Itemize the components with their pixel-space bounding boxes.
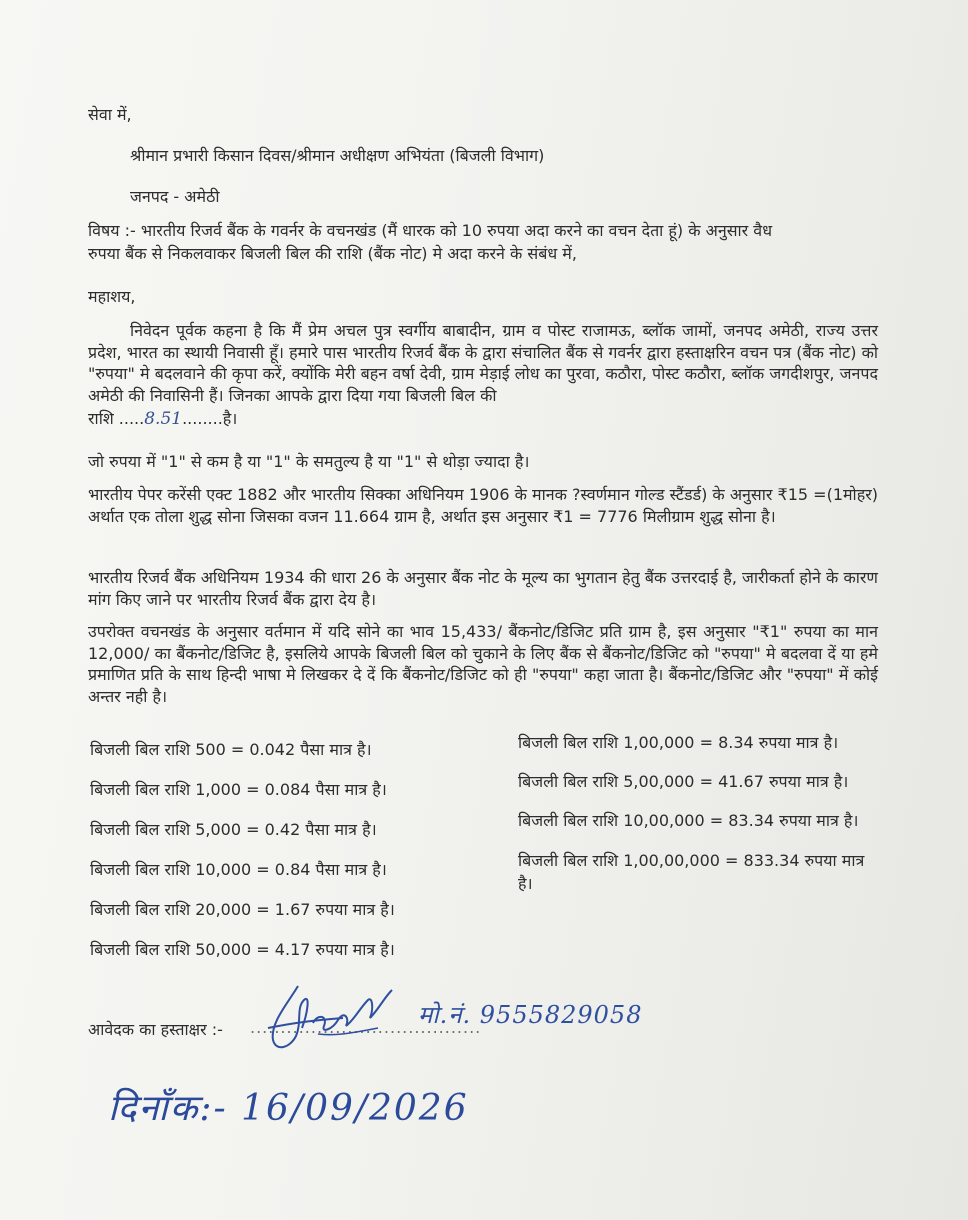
amount-prefix: राशि ..... xyxy=(88,409,145,428)
bill-item-right: बिजली बिल राशि 1,00,00,000 = 833.34 रुपया मात्र xyxy=(518,851,865,870)
bill-item-left: बिजली बिल राशि 500 = 0.042 पैसा मात्र है। xyxy=(90,740,372,759)
bill-item-left: बिजली बिल राशि 50,000 = 4.17 रुपया मात्र है। xyxy=(90,940,395,959)
district-line: जनपद - अमेठी xyxy=(130,187,220,206)
handwritten-mobile-number: मो.नं. 9555829058 xyxy=(418,1001,643,1029)
bill-item-right: बिजली बिल राशि 5,00,000 = 41.67 रुपया मात्र है। xyxy=(518,772,849,791)
subject-line-2: रुपया बैंक से निकलवाकर बिजली बिल की राशि (बैंक नोट) मे अदा करने के संबंध में, xyxy=(88,244,577,263)
body-paragraph-2: जो रुपया में "1" से कम है या "1" के समतुल्य है या "1" से थोड़ा ज्यादा है। xyxy=(88,452,530,471)
bill-item-right: बिजली बिल राशि 1,00,000 = 8.34 रुपया मात्र है। xyxy=(518,733,839,752)
body-paragraph-4: भारतीय रिजर्व बैंक अधिनियम 1934 की धारा 26 के अनुसार बैंक नोट के मूल्य का भुगतान हेतु बैंक उत्तरदाई है, जारीकर्ता होने के कारण मांग किए जाने पर भारतीय रिजर्व बैंक द्वारा देय है। xyxy=(88,568,878,609)
subject-line-1: विषय :- भारतीय रिजर्व बैंक के गवर्नर के वचनखंड (मैं धारक को 10 रुपया अदा करने का वचन देता हूं) के अनुसार वैध xyxy=(88,221,773,240)
body-paragraph-3: भारतीय पेपर करेंसी एक्ट 1882 और भारतीय सिक्का अधिनियम 1906 के मानक ?स्वर्णमान गोल्ड स्टैंडर्ड) के अनुसार ₹15 =(1मोहर) अर्थात एक तोला शुद्ध सोना जिसका वजन 11.664 ग्राम है, अर्थात इस अनुसार ₹1 = 7776 मिलीग्राम शुद्ध सोना है। xyxy=(88,485,878,526)
body-paragraph-1: निवेदन पूर्वक कहना है कि मैं प्रेम अचल पुत्र स्वर्गीय बाबादीन, ग्राम व पोस्ट राजामऊ, ब्लॉक जामों, जनपद अमेठी, राज्य उत्तर प्रदेश, भारत का स्थायी निवासी हूँ। हमारे पास भारतीय रिजर्व बैंक के द्वारा संचालित बैंक से गवर्नर द्वारा हस्ताक्षरिन वचन पत्र (बैंक नोट) को "रुपया" मे बदलवाने की कृपा करें, क्योंकि मेरी बहन वर्षा देवी, ग्राम मेड़ाई लोध का पुरवा, कठौरा, पोस्ट कठौरा, ब्लॉक जगदीशपुर, जनपद अमेठी की निवासिनी हैं। जिनका आपके द्वारा दिया गया बिजली बिल की xyxy=(88,321,878,405)
bill-item-right: बिजली बिल राशि 10,00,000 = 83.34 रुपया मात्र है। xyxy=(518,811,859,830)
handwritten-amount: 8.51 xyxy=(144,409,183,429)
signature-label: आवेदक का हस्ताक्षर :- xyxy=(88,1020,223,1039)
recipient-line: श्रीमान प्रभारी किसान दिवस/श्रीमान अधीक्षण अभियंता (बिजली विभाग) xyxy=(130,146,545,165)
bill-item-right: है। xyxy=(518,874,533,893)
handwritten-signature xyxy=(258,978,408,1058)
bill-item-left: बिजली बिल राशि 5,000 = 0.42 पैसा मात्र है। xyxy=(90,820,377,839)
bill-item-left: बिजली बिल राशि 1,000 = 0.084 पैसा मात्र है। xyxy=(90,780,387,799)
signature-dotted-line: ...................................... xyxy=(250,1018,482,1037)
greeting: महाशय, xyxy=(88,287,136,306)
handwritten-date: दिनाँक:- 16/09/2026 xyxy=(108,1088,469,1129)
amount-suffix: ........है। xyxy=(182,409,238,428)
bill-item-left: बिजली बिल राशि 10,000 = 0.84 पैसा मात्र है। xyxy=(90,860,387,879)
salutation-to: सेवा में, xyxy=(88,105,132,124)
bill-item-left: बिजली बिल राशि 20,000 = 1.67 रुपया मात्र है। xyxy=(90,900,395,919)
body-paragraph-5: उपरोक्त वचनखंड के अनुसार वर्तमान में यदि सोने का भाव 15,433/ बैंकनोट/डिजिट प्रति ग्राम है, इस अनुसार "₹1" रुपया का मान 12,000/ का बैंकनोट/डिजिट है, इसलिये आपके बिजली बिल को चुकाने के लिए बैंक से बैंकनोट/डिजिट को "रुपया" मे बदलवा दें या हमे प्रमाणित प्रति के साथ हिन्दी भाषा मे लिखकर दे दें कि बैंकनोट/डिजिट को ही "रुपया" कहा जाता है। बैंकनोट/डिजिट और "रुपया" में कोई अन्तर नही है। xyxy=(88,622,878,706)
amount-line xyxy=(88,409,237,429)
